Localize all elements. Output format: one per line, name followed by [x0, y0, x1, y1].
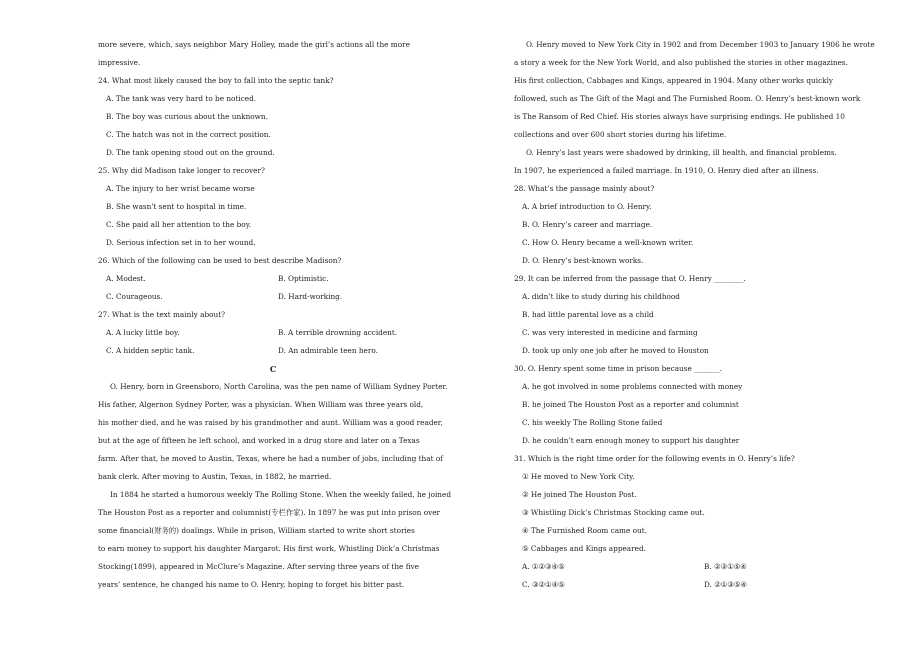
question-25-option-b: B. She wasn't sent to hospital in time. [106, 202, 247, 211]
passage-line: His father, Algernon Sydney Porter, was a physician. When William was three years old, [98, 400, 424, 409]
question-25-option-d: D. Serious infection set in to her wound. [106, 238, 256, 247]
passage-line: The Houston Post as a reporter and columnist(专栏作家). In 1897 he was put into prison over [98, 508, 441, 517]
passage-line: to earn money to support his daughter Margarot. His first work, Whistling Dick’a Christmas [98, 544, 440, 553]
question-29-option-b: B. had little parental love as a child [522, 310, 654, 319]
question-26-option-a: A. Modest. [106, 274, 146, 283]
intro-line: more severe, which, says neighbor Mary Holley, made the girl’s actions all the more [98, 40, 410, 49]
passage-line: In 1907, he experienced a failed marriage. In 1910, O. Henry died after an illness. [514, 166, 819, 175]
question-31-option-d: D. ②①③⑤④ [704, 580, 747, 589]
passage-line: bank clerk. After moving to Austin, Texas, in 1882, he married. [98, 472, 332, 481]
question-28-option-a: A. A brief introduction to O. Henry. [522, 202, 652, 211]
question-26-options-row [98, 288, 448, 306]
question-28-option-c: C. How O. Henry became a well-known writer. [522, 238, 694, 247]
question-25-option-c: C. She paid all her attention to the boy. [106, 220, 252, 229]
question-27-options-row [98, 342, 448, 360]
question-31-event: ③ Whistling Dick’s Christmas Stocking came out. [522, 508, 705, 517]
question-29-option-a: A. didn’t like to study during his childhood [522, 292, 680, 301]
question-31-option-b: B. ②③①⑤④ [704, 562, 747, 571]
passage-line: O. Henry’s last years were shadowed by drinking, ill health, and financial problems. [526, 148, 837, 157]
question-31-option-c: C. ③②①④⑤ [522, 580, 565, 589]
question-31-event: ④ The Furnished Room came out. [522, 526, 647, 535]
question-29-option-d: D. took up only one job after he moved to Houston [522, 346, 709, 355]
question-27-option-d: D. An admirable teen hero. [278, 346, 378, 355]
passage-line: years’ sentence, he changed his name to O. Henry, hoping to forget his bitter past. [98, 580, 405, 589]
question-27-stem: 27. What is the text mainly about? [98, 310, 226, 319]
question-28-option-b: B. O. Henry’s career and marriage. [522, 220, 653, 229]
question-24-option-d: D. The tank opening stood out on the ground. [106, 148, 275, 157]
passage-line: but at the age of fifteen he left school, and worked in a drug store and later on a Texas [98, 436, 420, 445]
question-27-options-row [98, 324, 448, 342]
question-31-option-a: A. ①②③④⑤ [522, 562, 565, 571]
question-25-option-a: A. The injury to her wrist became worse [106, 184, 255, 193]
question-24-option-a: A. The tank was very hard to be noticed. [106, 94, 257, 103]
question-31-options-row [514, 558, 866, 576]
question-26-stem: 26. Which of the following can be used to best describe Madison? [98, 256, 342, 265]
question-30-option-c: C. his weekly The Rolling Stone failed [522, 418, 663, 427]
question-30-option-a: A. he got involved in some problems connected with money [522, 382, 743, 391]
passage-line: O. Henry moved to New York City in 1902 and from December 1903 to January 1906 he wrote [526, 40, 875, 49]
question-28-stem: 28. What’s the passage mainly about? [514, 184, 655, 193]
question-27-option-c: C. A hidden septic tank. [106, 346, 195, 355]
right-column [514, 36, 875, 594]
passage-line: O. Henry, born in Greensboro, North Carolina, was the pen name of William Sydney Porter. [110, 382, 448, 391]
passage-line: followed, such as The Gift of the Magi and The Furnished Room. O. Henry’s best-known work [514, 94, 861, 103]
question-27-option-a: A. A lucky little boy. [106, 328, 180, 337]
question-26-options-row [98, 270, 448, 288]
question-30-option-d: D. he couldn’t earn enough money to support his daughter [522, 436, 740, 445]
passage-line: some financial(财务的) doalings. While in prison, William started to write short stories [98, 526, 415, 535]
question-30-option-b: B. he joined The Houston Post as a reporter and columnist [522, 400, 739, 409]
question-31-event: ⑤ Cabbages and Kings appeared. [522, 544, 646, 553]
question-24-option-b: B. The boy was curious about the unknown. [106, 112, 268, 121]
question-26-option-d: D. Hard-working. [278, 292, 343, 301]
question-31-options-row [514, 576, 866, 594]
question-25-stem: 25. Why did Madison take longer to recover? [98, 166, 265, 175]
question-24-option-c: C. The hatch was not in the correct position. [106, 130, 271, 139]
passage-line: a story a week for the New York World, and also published the stories in other magazines. [514, 58, 848, 67]
question-29-option-c: C. was very interested in medicine and farming [522, 328, 698, 337]
passage-line: In 1884 he started a humorous weekly The Rolling Stone. When the weekly failed, he joined [110, 490, 452, 499]
passage-line: Stocking(1899), appeared in McClure’s Magazine. After serving three years of the five [98, 562, 419, 571]
section-heading: C [269, 364, 277, 374]
question-26-option-c: C. Courageous. [106, 292, 163, 301]
question-31-event: ② He joined The Houston Post. [522, 490, 637, 499]
question-28-option-d: D. O. Henry’s best-known works. [522, 256, 644, 265]
passage-line: is The Ransom of Red Chief. His stories always have surprising endings. He published 10 [514, 112, 845, 121]
passage-line: His first collection, Cabbages and Kings, appeared in 1904. Many other works quickly [514, 76, 834, 85]
question-27-option-b: B. A terrible drowning accident. [278, 328, 398, 337]
intro-line: impressive. [98, 58, 141, 67]
passage-line: his mother died, and he was raised by his grandmother and aunt. William was a good reader, [98, 418, 443, 427]
question-31-stem: 31. Which is the right time order for the following events in O. Henry’s life? [514, 454, 795, 463]
question-31-event: ① He moved to New York City. [522, 472, 635, 481]
question-30-stem: 30. O. Henry spent some time in prison because _______. [514, 364, 723, 373]
question-26-option-b: B. Optimistic. [278, 274, 329, 283]
left-column [98, 36, 452, 594]
passage-line: collections and over 600 short stories during his lifetime. [514, 130, 727, 139]
question-24-stem: 24. What most likely caused the boy to fall into the septic tank? [98, 76, 334, 85]
question-29-stem: 29. It can be inferred from the passage that O. Henry ________. [514, 274, 746, 283]
passage-line: farm. After that, he moved to Austin, Texas, where he had a number of jobs, including that of [98, 454, 443, 463]
